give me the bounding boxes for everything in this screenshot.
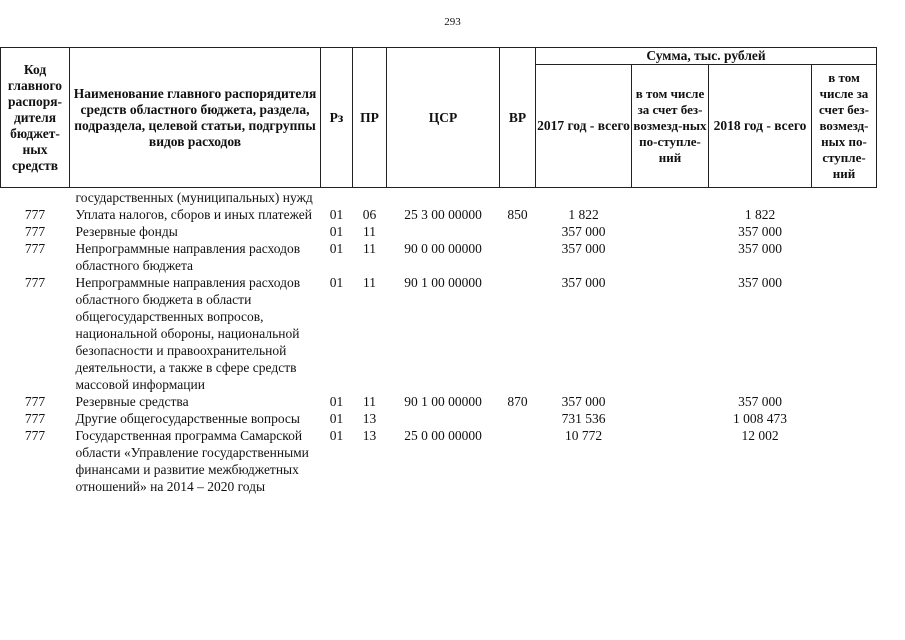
cell-2017 [536, 188, 632, 207]
header-sum: Сумма, тыс. рублей [536, 48, 877, 65]
table-row [1, 427, 877, 495]
cell-kod [1, 188, 70, 207]
cell-2017: 357 000 [561, 275, 606, 290]
header-2017-gratuitous: в том числе за счет без-возмезд-ных по-ступле-ний [632, 65, 709, 188]
header-2018-gratuitous: в том числе за счет без-возмезд-ных по-ступле-ний [812, 65, 877, 188]
table-row [1, 188, 877, 207]
cell-2018-gratuitous [812, 206, 877, 223]
cell-vr [500, 274, 536, 393]
cell-rz: 01 [329, 411, 344, 426]
cell-2018-gratuitous [812, 188, 877, 207]
cell-2018-gratuitous [812, 223, 877, 240]
cell-pr: 06 [362, 207, 377, 222]
cell-2017-gratuitous [632, 223, 709, 240]
cell-2017-gratuitous [632, 393, 709, 410]
header-2018-total: 2018 год - всего [709, 65, 812, 188]
cell-2017: 731 536 [561, 411, 606, 426]
cell-rz [321, 188, 353, 207]
table-row [1, 206, 877, 223]
cell-pr: 11 [363, 394, 376, 409]
cell-csr: 90 0 00 00000 [404, 241, 482, 256]
cell-pr: 11 [363, 241, 376, 256]
cell-pr: 13 [362, 411, 377, 426]
table-row [1, 274, 877, 393]
cell-2017: 357 000 [561, 394, 606, 409]
cell-pr: 13 [362, 428, 377, 443]
cell-vr: 850 [507, 207, 528, 222]
cell-name: Резервные фонды [75, 224, 178, 239]
cell-2018: 357 000 [738, 275, 782, 290]
cell-2018-gratuitous [812, 240, 877, 274]
header-code: Код главного распоря- дителя бюджет- ных средств [1, 48, 70, 188]
header-csr: ЦСР [387, 48, 500, 188]
table-row [1, 240, 877, 274]
cell-vr [500, 223, 536, 240]
cell-rz: 01 [329, 394, 344, 409]
table-body [1, 188, 877, 496]
cell-csr [387, 410, 500, 427]
cell-name: Государственная программа Самарской области «Управление государственными финансами и развитие межбюджетных отношений» на 2014 – 2020 годы [75, 428, 309, 494]
cell-2017: 357 000 [561, 241, 606, 256]
cell-2018: 1 822 [744, 207, 776, 222]
cell-2018-gratuitous [812, 427, 877, 495]
cell-2017: 1 822 [568, 207, 599, 222]
cell-name: Резервные средства [75, 394, 189, 409]
page-number: 293 [444, 16, 461, 28]
cell-pr [353, 188, 387, 207]
cell-2017-gratuitous [632, 427, 709, 495]
cell-rz: 01 [329, 428, 344, 443]
cell-2018: 357 000 [738, 241, 782, 256]
cell-csr: 25 0 00 00000 [404, 428, 482, 443]
header-2017-total: 2017 год - всего [536, 65, 632, 188]
cell-vr [500, 240, 536, 274]
cell-pr: 11 [363, 275, 376, 290]
cell-rz: 01 [329, 241, 344, 256]
header-pr: ПР [353, 48, 387, 188]
cell-2017: 357 000 [561, 224, 606, 239]
cell-name: Уплата налогов, сборов и иных платежей [75, 207, 312, 222]
table-row [1, 410, 877, 427]
cell-2017-gratuitous [632, 206, 709, 223]
cell-csr [387, 188, 500, 207]
table-row [1, 393, 877, 410]
cell-kod: 777 [24, 241, 46, 256]
cell-2018: 1 008 473 [733, 411, 787, 426]
cell-2017: 10 772 [564, 428, 603, 443]
cell-vr: 870 [507, 394, 528, 409]
cell-name: Непрограммные направления расходов областного бюджета в области общегосударственных вопросов, национальной обороны, национальной безопасности и правоохранительной деятельности, а также в сфере средств массовой информации [75, 275, 301, 392]
header-vr: ВР [500, 48, 536, 188]
cell-2017-gratuitous [632, 410, 709, 427]
cell-csr: 90 1 00 00000 [404, 275, 482, 290]
cell-kod: 777 [24, 428, 46, 443]
header-name: Наименование главного распорядителя средств областного бюджета, раздела, подраздела, целевой статьи, подгруппы видов расходов [70, 48, 321, 188]
cell-2018: 357 000 [738, 224, 782, 239]
cell-vr [500, 427, 536, 495]
cell-rz: 01 [329, 224, 344, 239]
cell-2018: 357 000 [738, 394, 782, 409]
table-header [1, 48, 877, 188]
cell-2017-gratuitous [632, 274, 709, 393]
cell-pr: 11 [363, 224, 376, 239]
cell-vr [500, 188, 536, 207]
cell-2018: 12 002 [741, 428, 779, 443]
cell-2017-gratuitous [632, 188, 709, 207]
header-rz: Рз [321, 48, 353, 188]
cell-rz: 01 [329, 207, 344, 222]
cell-vr [500, 410, 536, 427]
cell-2017-gratuitous [632, 240, 709, 274]
cell-name: Другие общегосударственные вопросы [75, 411, 300, 426]
cell-2018-gratuitous [812, 274, 877, 393]
cell-2018 [709, 188, 812, 207]
cell-2018-gratuitous [812, 410, 877, 427]
cell-csr: 90 1 00 00000 [404, 394, 482, 409]
cell-rz: 01 [329, 275, 344, 290]
cell-kod: 777 [24, 224, 46, 239]
cell-kod: 777 [24, 411, 46, 426]
budget-table [0, 47, 877, 495]
cell-kod: 777 [24, 275, 46, 290]
cell-kod: 777 [24, 394, 46, 409]
cell-name: Непрограммные направления расходов областного бюджета [75, 241, 301, 273]
table-row [1, 223, 877, 240]
cell-csr [387, 223, 500, 240]
cell-2018-gratuitous [812, 393, 877, 410]
cell-name: государственных (муниципальных) нужд [75, 190, 313, 205]
cell-kod: 777 [24, 207, 46, 222]
cell-csr: 25 3 00 00000 [404, 207, 482, 222]
